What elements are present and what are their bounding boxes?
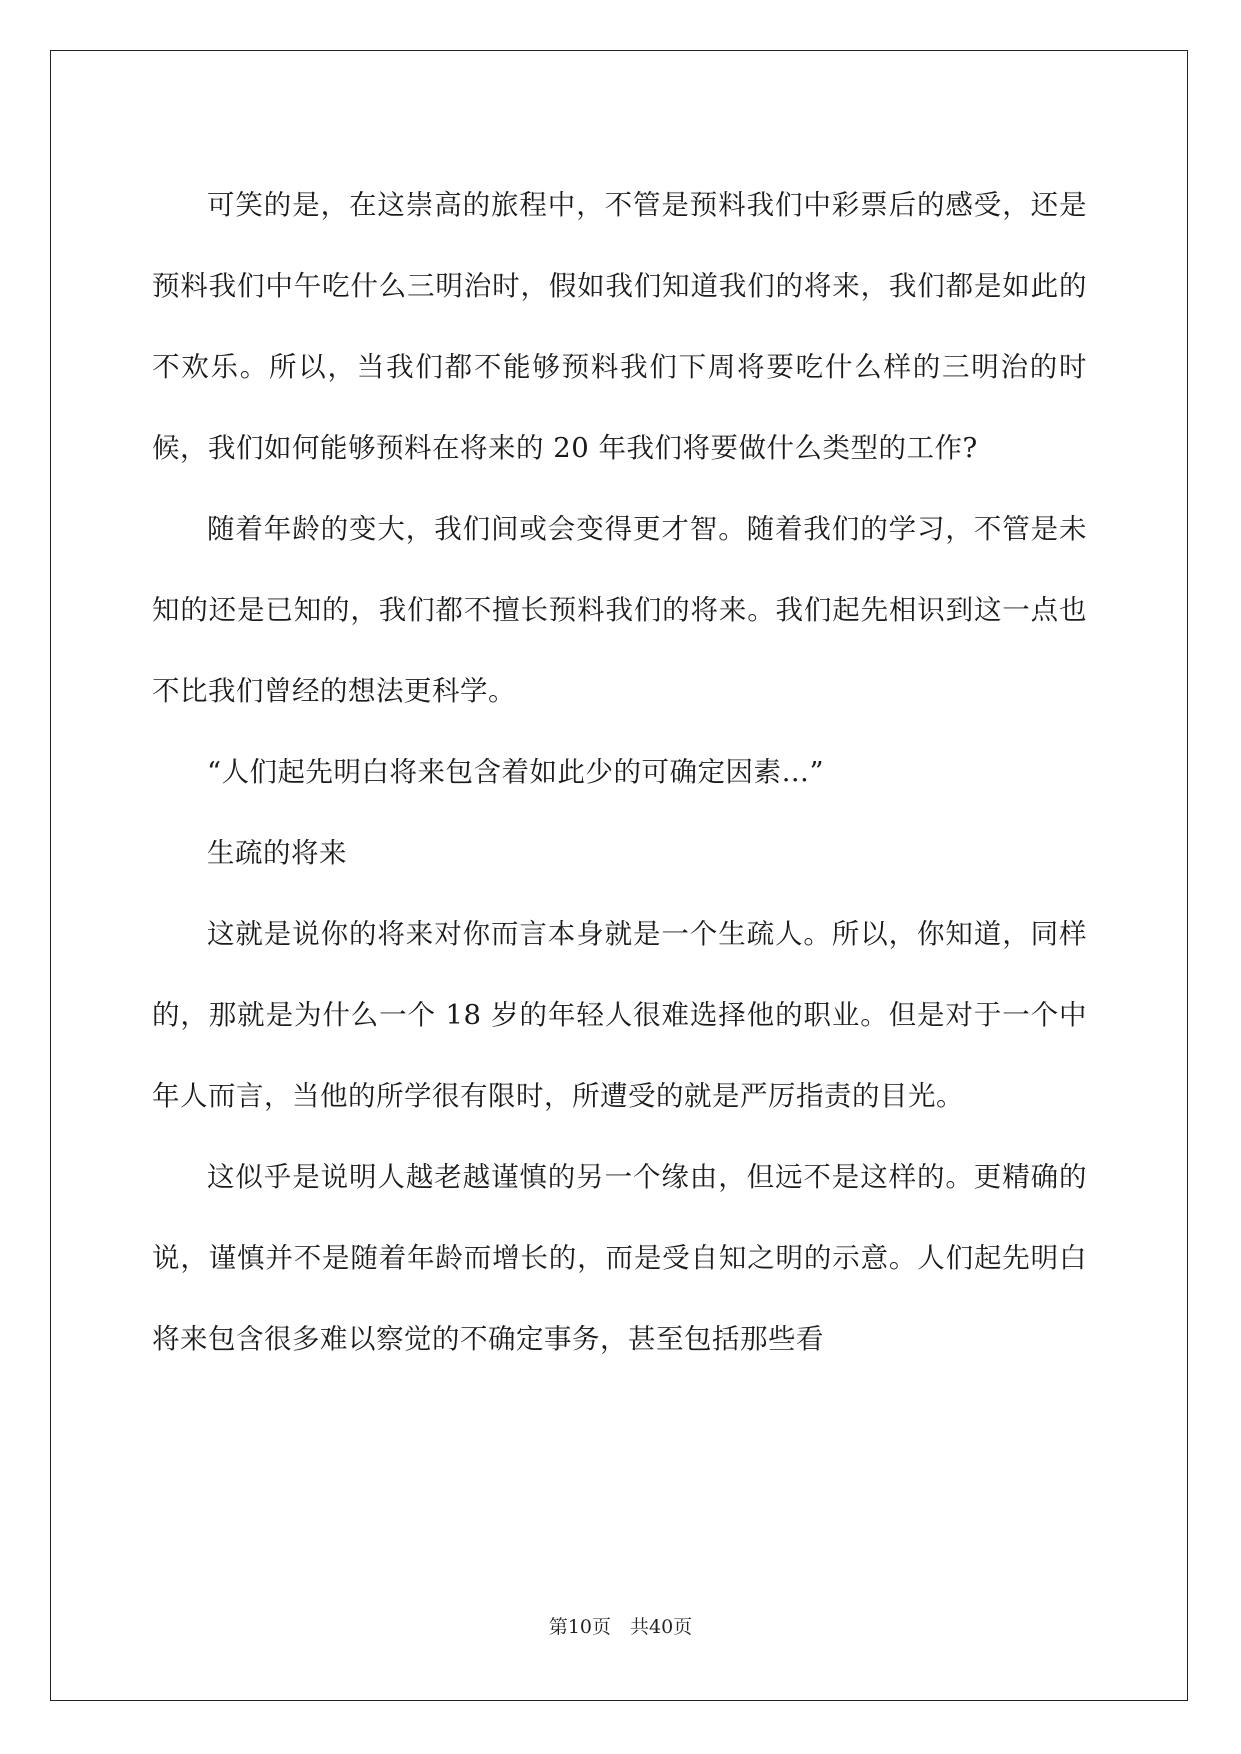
document-body — [152, 165, 1087, 1380]
page-number-footer: 第10页 共40页 — [548, 1616, 693, 1638]
paragraph: 可笑的是，在这崇高的旅程中，不管是预料我们中彩票后的感受，还是预料我们中午吃什么三明治时，假如我们知道我们的将来，我们都是如此的不欢乐。所以，当我们都不能够预料我们下周将要吃什么样的三明治的时候，我们如何能够预料在将来的 20 年我们将要做什么类型的工作? — [152, 189, 1087, 464]
paragraph-quote: “人们起先明白将来包含着如此少的可确定因素…” — [207, 756, 825, 788]
paragraph: 这似乎是说明人越老越谨慎的另一个缘由，但远不是这样的。更精确的说，谨慎并不是随着年龄而增长的，而是受自知之明的示意。人们起先明白将来包含很多难以察觉的不确定事务，甚至包括那些看 — [152, 1161, 1087, 1355]
paragraph: 这就是说你的将来对你而言本身就是一个生疏人。所以，你知道，同样的，那就是为什么一个 18 岁的年轻人很难选择他的职业。但是对于一个中年人而言，当他的所学很有限时，所遭受的就是严厉指责的目光。 — [152, 918, 1087, 1112]
section-heading: 生疏的将来 — [207, 837, 347, 869]
paragraph: 随着年龄的变大，我们间或会变得更才智。随着我们的学习，不管是未知的还是已知的，我们都不擅长预料我们的将来。我们起先相识到这一点也不比我们曾经的想法更科学。 — [152, 513, 1087, 707]
